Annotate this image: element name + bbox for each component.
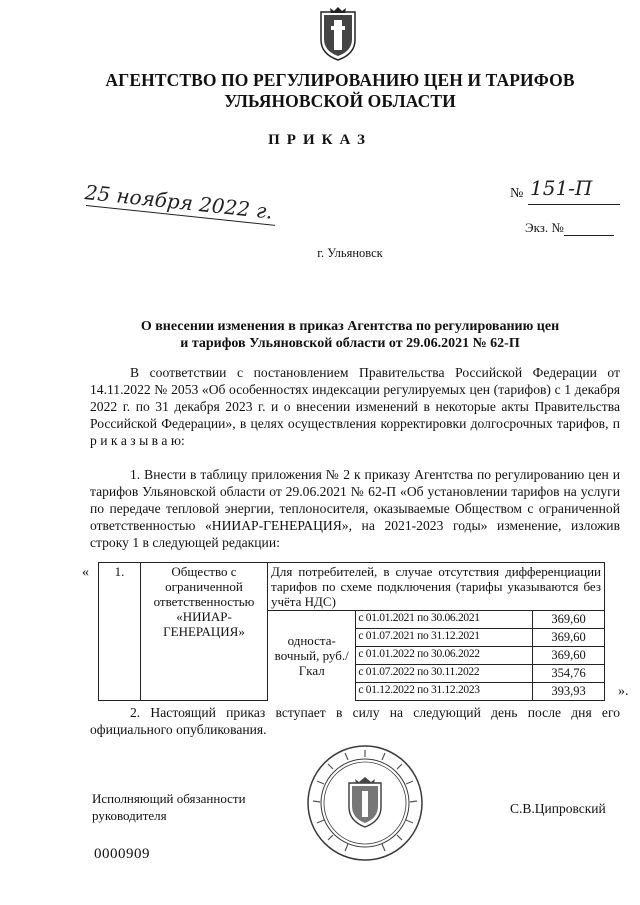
coat-of-arms-icon: [318, 6, 358, 62]
city: г. Ульяновск: [317, 246, 383, 260]
tariff-table: [98, 562, 605, 701]
tariff-unit: односта-вочный, руб./Гкал: [274, 633, 349, 679]
number-label: №: [510, 186, 524, 201]
period-cell: с 01.07.2022 по 30.11.2022: [356, 665, 533, 683]
agency-title-line2: УЛЬЯНОВСКОЙ ОБЛАСТИ: [224, 91, 456, 111]
table-close-quote: ».: [618, 684, 629, 699]
period-cell: с 01.01.2021 по 30.06.2021: [356, 611, 533, 629]
value-cell: 393,93: [533, 683, 605, 701]
copy-number: [525, 220, 614, 236]
row-number: 1.: [99, 563, 141, 701]
number-underline: [528, 204, 620, 205]
value-cell: 369,60: [533, 647, 605, 665]
agency-title: [60, 70, 620, 112]
subject-line2: и тарифов Ульяновской области от 29.06.2021 № 62-П: [180, 336, 520, 351]
value-cell: 354,76: [533, 665, 605, 683]
serial-number: 0000909: [94, 846, 150, 862]
subject-line1: О внесении изменения в приказ Агентства по регулированию цен: [140, 319, 560, 334]
handwritten-number: 151-П: [530, 176, 593, 200]
paragraph-item-2: 2. Настоящий приказ вступает в силу на следующий день после дня его официального опубликования.: [90, 705, 620, 737]
copy-label: Экз. №: [525, 220, 564, 235]
organization-name: Общество с ограниченной ответственностью «НИИАР-ГЕНЕРАЦИЯ»: [141, 563, 268, 701]
period-cell: с 01.12.2022 по 31.12.2023: [356, 683, 533, 701]
signer-position-line2: руководителя: [92, 808, 167, 823]
paragraph-item-1: 1. Внести в таблицу приложения № 2 к приказу Агентства по регулированию цен и тарифов Ульяновской области от 29.06.2021 № 62-П «Об установлении тарифов на услуги по передаче тепловой энергии, теплоносителя, оказываемые Обществом с ограниченной ответственностью «НИИАР-ГЕНЕРАЦИЯ», на 2021-2023 годы» изменение, изложив строку 1 в следующей редакции:: [90, 467, 620, 550]
document-subject: [90, 318, 610, 352]
handwritten-date: 25 ноября 2022 г.: [83, 180, 274, 224]
signer-name: С.В.Ципровский: [510, 801, 606, 816]
paragraph-preamble: В соответствии с постановлением Правительства Российской Федерации от 14.11.2022 № 2053 «Об особенностях индексации регулируемых цен (тарифов) с 1 декабря 2022 г. по 31 декабря 2023 г. и о внесении изменений в некоторые акты Правительства Российской Федерации», в целях осуществления корректировки долгосрочных тарифов, п р и к а з ы в а ю:: [90, 365, 620, 448]
value-cell: 369,60: [533, 629, 605, 647]
signer-position-line1: Исполняющий обязанности: [92, 791, 246, 806]
agency-title-line1: АГЕНТСТВО ПО РЕГУЛИРОВАНИЮ ЦЕН И ТАРИФОВ: [105, 70, 575, 90]
signer-position: [92, 790, 246, 824]
copy-blank: [564, 223, 614, 236]
period-cell: с 01.07.2021 по 31.12.2021: [356, 629, 533, 647]
tariff-description: Для потребителей, в случае отсутствия дифференциации тарифов по схеме подключения (тарифы указываются без учёта НДС): [268, 563, 605, 611]
value-cell: 369,60: [533, 611, 605, 629]
document-type: ПРИКАЗ: [268, 132, 372, 148]
table-open-quote: «: [82, 565, 89, 580]
period-cell: с 01.01.2022 по 30.06.2022: [356, 647, 533, 665]
official-stamp-icon: [305, 743, 425, 863]
